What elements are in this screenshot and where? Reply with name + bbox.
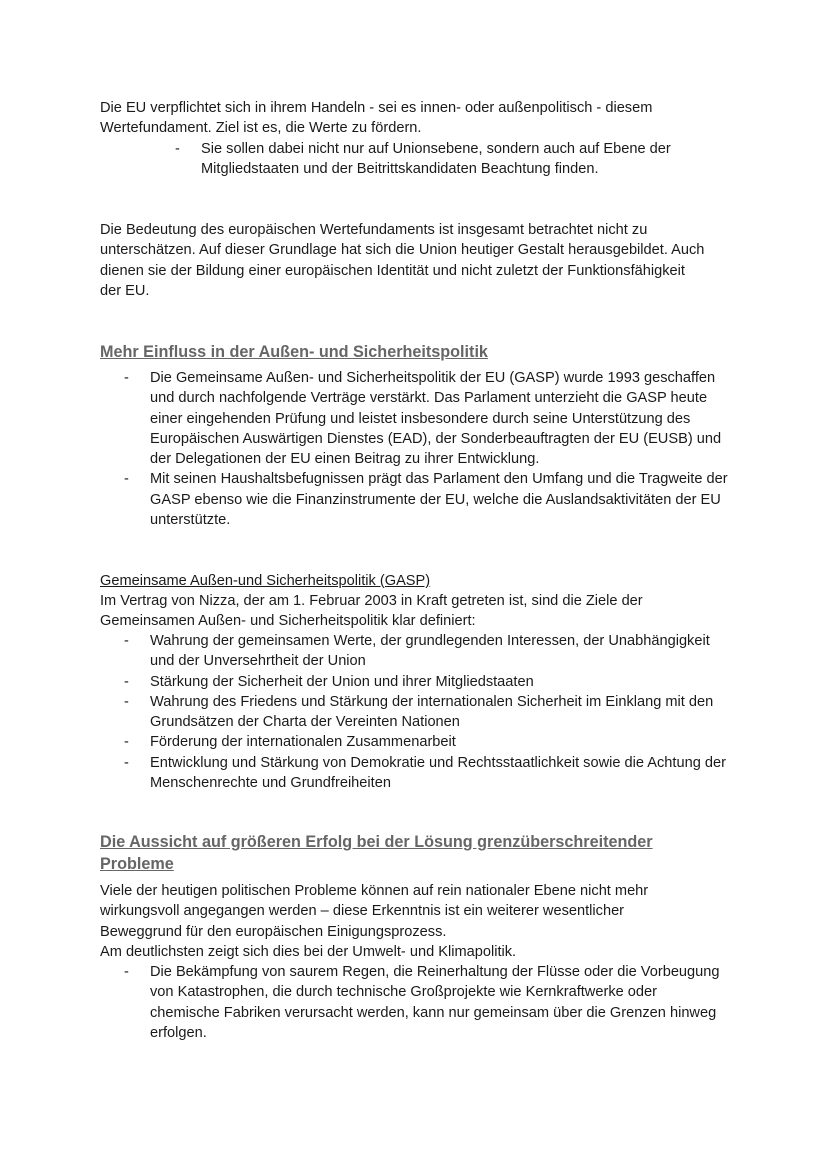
list-item: - Die Bekämpfung von saurem Regen, die Reinerhaltung der Flüsse oder die Vorbeugung von Katastrophen, die durch technische Großprojekte wie Kernkraftwerke oder chemische Fabriken verursacht werden, kann nur gemeinsam über die Grenzen hinweg erfolgen. <box>124 962 722 1043</box>
intro-paragraph-1: Die EU verpflichtet sich in ihrem Handeln - sei es innen- oder außenpolitisch - diesem Wertefundament. Ziel ist es, die Werte zu fördern. <box>100 100 653 137</box>
list-item: - Stärkung der Sicherheit der Union und ihrer Mitgliedstaaten <box>124 672 728 692</box>
list-item: - Wahrung der gemeinsamen Werte, der grundlegenden Interessen, der Unabhängigkeit und der Unversehrtheit der Union <box>124 631 728 672</box>
gasp-subheading: Gemeinsame Außen-und Sicherheitspolitik (GASP) <box>100 573 431 589</box>
foreign-policy-bullet-list <box>124 368 728 530</box>
list-item: - Wahrung des Friedens und Stärkung der internationalen Sicherheit im Einklang mit den Grundsätzen der Charta der Vereinten Nationen <box>124 692 728 733</box>
section-heading-cross-border <box>100 832 720 875</box>
list-item: - Mit seinen Haushaltsbefugnissen prägt das Parlament den Umfang und die Tragweite der GASP ebenso wie die Finanzinstrumente der EU, welche die Auslandsaktivitäten der EU unterstützte. <box>124 469 728 530</box>
intro-bullet-list <box>175 139 715 180</box>
list-item: - Förderung der internationalen Zusammenarbeit <box>124 732 728 752</box>
list-item: - Die Gemeinsame Außen- und Sicherheitspolitik der EU (GASP) wurde 1993 geschaffen und durch nachfolgende Verträge verstärkt. Das Parlament unterzieht die GASP heute einer eingehenden Prüfung und leistet insbesondere durch seine Unterstützung des Europäischen Auswärtigen Dienstes (EAD), der Sonderbeauftragten der EU (EUSB) und der Delegationen der EU einen Beitrag zu ihrer Entwicklung. <box>124 368 728 469</box>
list-item: - Sie sollen dabei nicht nur auf Unionsebene, sondern auch auf Ebene der Mitgliedstaaten und der Beitrittskandidaten Beachtung finden. <box>175 139 715 180</box>
intro-paragraph-2: Die Bedeutung des europäischen Wertefundaments ist insgesamt betrachtet nicht zu unterschätzen. Auf dieser Grundlage hat sich die Union heutiger Gestalt herausgebildet. Auch dienen sie der Bildung einer europäischen Identität und nicht zuletzt der Funktionsfähigkeit der EU. <box>100 222 705 299</box>
gasp-goals-list <box>124 631 728 793</box>
heading-line: Probleme <box>100 854 174 873</box>
section-heading-foreign-policy: Mehr Einfluss in der Außen- und Sicherheitspolitik <box>100 343 488 361</box>
gasp-intro-paragraph: Im Vertrag von Nizza, der am 1. Februar 2003 in Kraft getreten ist, sind die Ziele der Gemeinsamen Außen- und Sicherheitspolitik klar definiert: <box>100 593 643 630</box>
cross-border-bullet-list <box>124 962 722 1043</box>
climate-policy-line: Am deutlichsten zeigt sich dies bei der Umwelt- und Klimapolitik. <box>100 944 517 960</box>
list-item: - Entwicklung und Stärkung von Demokratie und Rechtsstaatlichkeit sowie die Achtung der Menschenrechte und Grundfreiheiten <box>124 753 728 794</box>
cross-border-paragraph: Viele der heutigen politischen Probleme können auf rein nationaler Ebene nicht mehr wirkungsvoll angegangen werden – diese Erkenntnis ist ein weiterer wesentlicher Beweggrund für den europäischen Einigungsprozess. <box>100 883 649 940</box>
heading-line: Die Aussicht auf größeren Erfolg bei der Lösung grenzüberschreitender <box>100 833 653 851</box>
